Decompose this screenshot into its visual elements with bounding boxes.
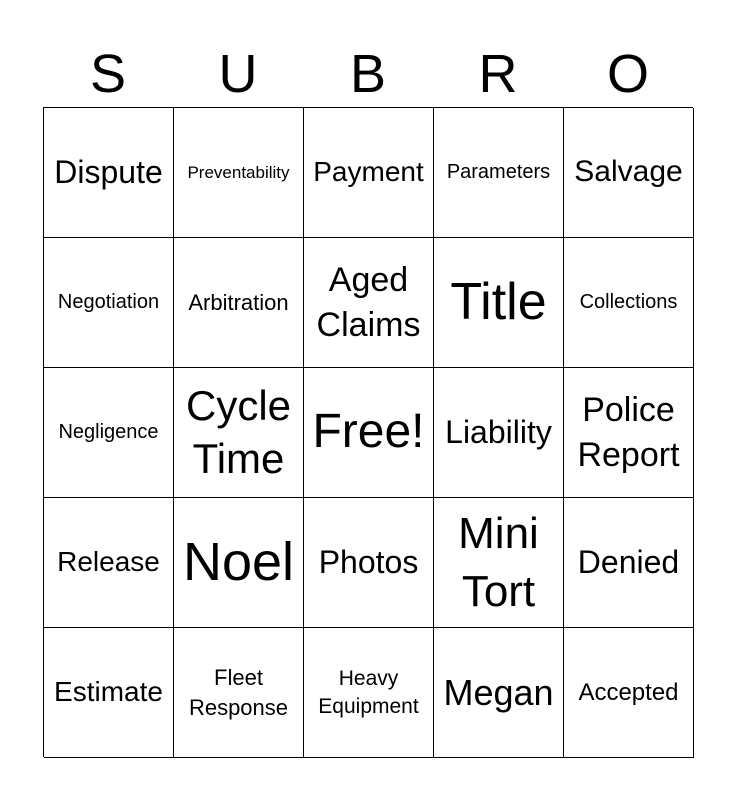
header-letter-r: R	[478, 44, 518, 104]
cell-label: Aged Claims	[316, 261, 421, 344]
cell-label: Cycle Time	[185, 382, 292, 482]
cell-label: Collections	[579, 291, 678, 313]
bingo-cell[interactable]	[44, 368, 174, 498]
bingo-cell[interactable]	[564, 238, 694, 368]
cell-label: Parameters	[446, 161, 551, 183]
bingo-cell[interactable]	[174, 368, 304, 498]
bingo-cell[interactable]	[304, 238, 434, 368]
bingo-cell[interactable]	[304, 498, 434, 628]
cell-label: Title	[450, 272, 547, 331]
cell-label: Megan	[443, 671, 554, 713]
bingo-cell[interactable]	[174, 238, 304, 368]
bingo-cell[interactable]	[174, 498, 304, 628]
cell-label: Negotiation	[57, 291, 160, 313]
bingo-cell[interactable]	[44, 498, 174, 628]
free-space-label: Free!	[312, 405, 425, 459]
bingo-cell[interactable]	[434, 498, 564, 628]
header-letter-s: S	[89, 44, 127, 104]
cell-label: Payment	[313, 156, 424, 188]
cell-label: Estimate	[54, 676, 163, 708]
cell-label: Police Report	[577, 390, 680, 474]
cell-label: Dispute	[54, 154, 163, 191]
bingo-cell[interactable]	[44, 108, 174, 238]
bingo-cell[interactable]	[44, 238, 174, 368]
bingo-cell[interactable]	[304, 628, 434, 758]
cell-label: Liability	[445, 414, 552, 451]
bingo-cell[interactable]	[434, 368, 564, 498]
bingo-cell[interactable]	[174, 628, 304, 758]
free-space-cell[interactable]	[304, 368, 434, 498]
bingo-cell[interactable]	[434, 238, 564, 368]
header-letter-b: B	[349, 44, 387, 104]
cell-label: Negligence	[58, 421, 159, 443]
cell-label: Noel	[182, 531, 295, 592]
bingo-header	[43, 42, 693, 106]
bingo-cell[interactable]	[434, 628, 564, 758]
bingo-cell[interactable]	[564, 498, 694, 628]
bingo-cell[interactable]	[44, 628, 174, 758]
bingo-cell[interactable]	[304, 108, 434, 238]
cell-label: Mini Tort	[458, 509, 539, 616]
bingo-cell[interactable]	[564, 368, 694, 498]
bingo-cell[interactable]	[564, 108, 694, 238]
cell-label: Preventability	[187, 162, 290, 182]
cell-label: Release	[57, 546, 160, 578]
cell-label: Heavy Equipment	[318, 666, 419, 718]
cell-label: Denied	[577, 544, 680, 581]
bingo-board	[43, 107, 693, 757]
header-letter-u: U	[218, 44, 258, 104]
bingo-cell[interactable]	[174, 108, 304, 238]
header-letter-o: O	[606, 44, 649, 104]
cell-label: Arbitration	[188, 289, 289, 315]
bingo-cell[interactable]	[564, 628, 694, 758]
cell-label: Accepted	[578, 678, 679, 706]
bingo-cell[interactable]	[434, 108, 564, 238]
cell-label: Salvage	[574, 155, 683, 189]
cell-label: Photos	[318, 544, 419, 581]
cell-label: Fleet Response	[188, 665, 289, 720]
